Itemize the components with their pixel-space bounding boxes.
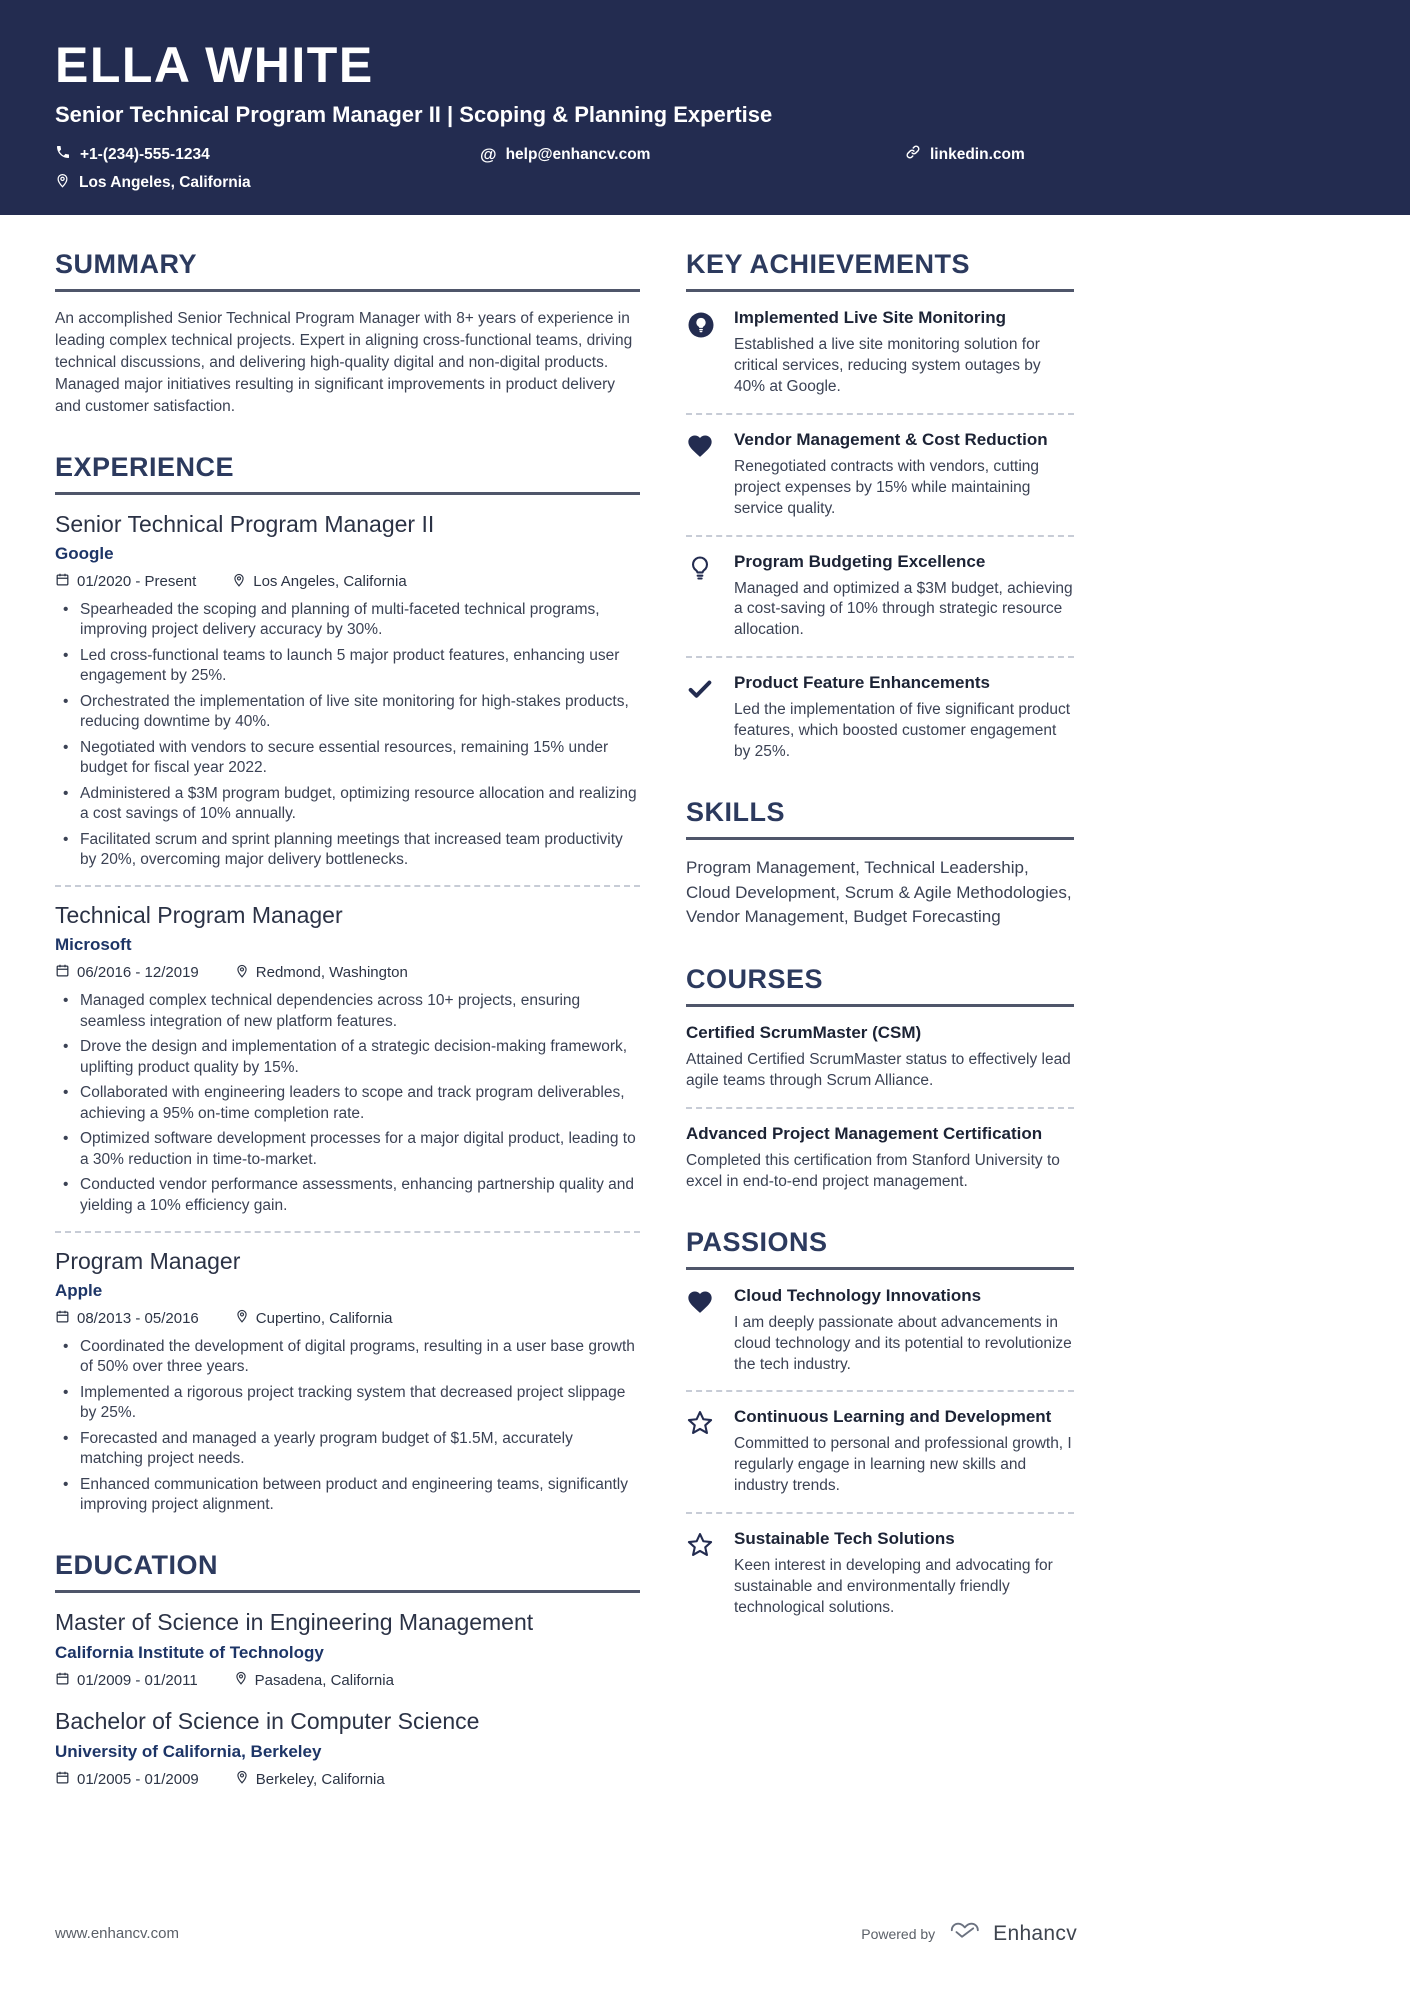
pin-icon: [232, 573, 246, 591]
calendar-icon: [55, 963, 70, 982]
courses-section: [686, 964, 1074, 1193]
calendar-icon: [55, 1309, 70, 1328]
passion-item: [686, 1529, 1074, 1619]
calendar-icon: [55, 1671, 70, 1690]
passion-text: Committed to personal and professional growth, I regularly engage in learning new skills and industry trends.: [734, 1435, 1072, 1495]
divider: [55, 1231, 640, 1233]
course-item: [686, 1124, 1074, 1193]
bullet: • Administered a $3M program budget, optimizing resource allocation and realizing a cost savings of 10% annually.: [61, 784, 640, 825]
job-entry: [55, 1248, 640, 1516]
passion-title: Continuous Learning and Development: [734, 1407, 1052, 1427]
degree-dates: [55, 1770, 199, 1789]
pin-icon: [235, 964, 249, 982]
degree-dates-text: 01/2009 - 01/2011: [77, 1671, 198, 1689]
pin-icon: [235, 1309, 249, 1327]
achievement-text: Managed and optimized a $3M budget, achieving a cost-saving of 10% through strategic resource allocation.: [734, 579, 1073, 639]
job-location: [235, 964, 408, 982]
bullet: • Enhanced communication between product and engineering teams, significantly improving project alignment.: [61, 1475, 640, 1516]
job-bullets: [55, 600, 640, 870]
email-address[interactable]: help@enhancv.com: [505, 145, 651, 163]
degree-title: Bachelor of Science in Computer Science: [55, 1707, 480, 1734]
pin-icon: [234, 1671, 248, 1689]
passions-section: [686, 1227, 1074, 1619]
achievement-title: Product Feature Enhancements: [734, 673, 991, 693]
lightbulb-icon: [686, 552, 720, 642]
phone-contact: [55, 144, 480, 165]
candidate-headline: Senior Technical Program Manager II | Scoping & Planning Expertise: [55, 102, 773, 127]
school-name: California Institute of Technology: [55, 1642, 324, 1662]
skills-section: [686, 797, 1074, 930]
divider: [686, 535, 1074, 537]
passion-title: Cloud Technology Innovations: [734, 1285, 982, 1305]
achievement-item: [686, 430, 1074, 520]
school-name: University of California, Berkeley: [55, 1741, 322, 1761]
passion-body: [734, 1407, 1074, 1497]
education-heading: EDUCATION: [55, 1550, 640, 1593]
degree-dates: [55, 1671, 198, 1690]
email-contact: [480, 144, 905, 165]
job-entry: [55, 511, 640, 870]
passion-title: Sustainable Tech Solutions: [734, 1529, 955, 1549]
degree-meta: [55, 1770, 640, 1789]
skills-heading: SKILLS: [686, 797, 1074, 840]
job-dates: [55, 572, 196, 591]
achievement-body: [734, 673, 1074, 763]
summary-section: [55, 249, 640, 418]
skills-text: Program Management, Technical Leadership, Cloud Development, Scrum & Agile Methodologies, Vendor Management, Budget Forecasting: [686, 858, 1072, 927]
passion-item: [686, 1286, 1074, 1376]
achievement-text: Renegotiated contracts with vendors, cutting project expenses by 15% while maintaining service quality.: [734, 457, 1040, 517]
location-pin-icon: [55, 173, 70, 193]
job-location-text: Redmond, Washington: [255, 964, 408, 982]
powered-by-label: Powered by: [861, 1925, 936, 1942]
job-dates-text: 01/2020 - Present: [77, 573, 197, 590]
bullet: • Led cross-functional teams to launch 5 major product features, enhancing user engagement by 25%.: [61, 646, 640, 687]
experience-section: [55, 452, 640, 1516]
link-contact: [905, 144, 1355, 165]
course-text: Completed this certification from Stanford University to excel in end-to-end project management.: [686, 1151, 1060, 1190]
passion-text: Keen interest in developing and advocating for sustainable and environmentally friendly technological solutions.: [734, 1557, 1053, 1617]
calendar-icon: [55, 1770, 70, 1789]
experience-heading: EXPERIENCE: [55, 452, 640, 495]
job-entry: [55, 902, 640, 1216]
job-title: Senior Technical Program Manager II: [55, 511, 435, 537]
bullet: • Conducted vendor performance assessments, enhancing partnership quality and yielding a 10% efficiency gain.: [61, 1175, 640, 1216]
phone-number[interactable]: +1-(234)-555-1234: [80, 145, 210, 163]
achievement-text: Led the implementation of five significant product features, which boosted customer engagement by 25%.: [734, 701, 1071, 761]
degree-location: [234, 1671, 394, 1689]
mastermind-icon: [686, 308, 720, 398]
passions-heading: PASSIONS: [686, 1227, 1074, 1270]
bullet: • Managed complex technical dependencies across 10+ projects, ensuring seamless integration of new platform features.: [61, 991, 640, 1032]
star-icon: [686, 1529, 720, 1619]
degree-dates-text: 01/2005 - 01/2009: [77, 1770, 199, 1788]
footer-website-link[interactable]: www.enhancv.com: [55, 1925, 179, 1942]
phone-icon: [55, 144, 71, 165]
job-location: [235, 1309, 393, 1327]
achievement-title: Program Budgeting Excellence: [734, 551, 986, 571]
degree-location-text: Pasadena, California: [254, 1671, 394, 1689]
achievement-item: [686, 673, 1074, 763]
calendar-icon: [55, 572, 70, 591]
divider: [686, 1512, 1074, 1514]
course-item: [686, 1023, 1074, 1092]
summary-heading: SUMMARY: [55, 249, 640, 292]
degree-title: Master of Science in Engineering Management: [55, 1608, 534, 1635]
divider: [686, 656, 1074, 658]
checkmark-icon: [686, 673, 720, 763]
bullet: • Negotiated with vendors to secure essential resources, remaining 15% under budget for fiscal year 2022.: [61, 738, 640, 779]
bullet: • Facilitated scrum and sprint planning meetings that increased team productivity by 20%, overcoming major delivery bottlenecks.: [61, 830, 640, 871]
course-text: Attained Certified ScrumMaster status to effectively lead agile teams through Scrum Alliance.: [686, 1050, 1071, 1089]
job-dates-text: 06/2016 - 12/2019: [77, 964, 199, 982]
job-location-text: Cupertino, California: [255, 1309, 393, 1327]
job-dates: [55, 963, 199, 982]
job-dates: [55, 1309, 199, 1328]
bullet: • Optimized software development processes for a major digital product, leading to a 30% reduction in time-to-market.: [61, 1129, 640, 1170]
achievements-heading: KEY ACHIEVEMENTS: [686, 249, 1074, 292]
achievement-item: [686, 552, 1074, 642]
bullet: • Orchestrated the implementation of live site monitoring for high-stakes products, reducing downtime by 40%.: [61, 692, 640, 733]
achievement-text: Established a live site monitoring solution for critical services, reducing system outages by 40% at Google.: [734, 336, 1041, 395]
degree-location: [235, 1770, 385, 1788]
achievements-section: [686, 249, 1074, 763]
achievement-body: [734, 308, 1074, 398]
footer-brand[interactable]: [861, 1920, 1077, 1947]
degree-entry: [55, 1609, 640, 1690]
degree-entry: [55, 1708, 640, 1789]
enhancv-logo-icon: [949, 1920, 983, 1947]
candidate-name: ELLA WHITE: [55, 37, 374, 93]
job-bullets: [55, 991, 640, 1216]
passion-item: [686, 1407, 1074, 1497]
courses-heading: COURSES: [686, 964, 1074, 1007]
divider: [55, 885, 640, 887]
location-contact: [55, 173, 480, 193]
left-column: [55, 249, 640, 1823]
right-column: [686, 249, 1074, 1823]
pin-icon: [235, 1770, 249, 1788]
resume-header: [0, 0, 1410, 215]
linkedin-link[interactable]: linkedin.com: [930, 145, 1025, 163]
bullet: • Drove the design and implementation of a strategic decision-making framework, uplifting product quality by 15%.: [61, 1037, 640, 1078]
degree-meta: [55, 1671, 640, 1690]
location-text: Los Angeles, California: [79, 174, 251, 191]
education-section: [55, 1550, 640, 1789]
achievement-title: Implemented Live Site Monitoring: [734, 308, 1007, 327]
passion-body: [734, 1286, 1074, 1376]
company-name: Google: [55, 544, 114, 563]
bullet: • Coordinated the development of digital programs, resulting in a user base growth of 50% over three years.: [61, 1337, 640, 1378]
bullet: • Implemented a rigorous project tracking system that decreased project slippage by 25%.: [61, 1383, 640, 1424]
divider: [686, 1107, 1074, 1109]
divider: [686, 413, 1074, 415]
passion-body: [734, 1529, 1074, 1619]
achievement-title: Vendor Management & Cost Reduction: [734, 429, 1048, 449]
enhancv-wordmark: Enhancv: [993, 1921, 1077, 1945]
course-title: Advanced Project Management Certification: [686, 1123, 1043, 1143]
job-dates-text: 08/2013 - 05/2016: [77, 1309, 199, 1327]
star-icon: [686, 1407, 720, 1497]
job-location: [232, 573, 406, 591]
job-location-text: Los Angeles, California: [253, 573, 407, 590]
summary-text: An accomplished Senior Technical Program Manager with 8+ years of experience in leading complex technical projects. Expert in aligning cross-functional teams, driving technical discussions, and delivering high-quality digital and non-digital products. Managed major initiatives resulting in significant improvements in product delivery and customer satisfaction.: [55, 310, 633, 415]
degree-location-text: Berkeley, California: [255, 1770, 385, 1788]
achievement-item: [686, 308, 1074, 398]
resume-body: [0, 215, 1410, 1823]
heart-icon: [686, 1286, 720, 1376]
divider: [686, 1390, 1074, 1392]
at-icon: @: [480, 144, 497, 164]
page-footer: [55, 1920, 1077, 1947]
job-title: Program Manager: [55, 1247, 241, 1274]
link-icon: [905, 144, 921, 165]
job-meta: [55, 1309, 640, 1328]
job-title: Technical Program Manager: [55, 902, 343, 929]
course-title: Certified ScrumMaster (CSM): [686, 1022, 922, 1042]
bullet: • Forecasted and managed a yearly program budget of $1.5M, accurately matching project needs.: [61, 1429, 640, 1470]
company-name: Apple: [55, 1280, 103, 1300]
company-name: Microsoft: [55, 935, 132, 955]
passion-text: I am deeply passionate about advancements in cloud technology and its potential to revolutionize the tech industry.: [734, 1313, 1072, 1373]
heart-icon: [686, 430, 720, 520]
job-bullets: [55, 1337, 640, 1516]
achievement-body: [734, 552, 1074, 642]
job-meta: [55, 963, 640, 982]
contact-row: [55, 144, 1355, 193]
achievement-body: [734, 430, 1074, 520]
bullet: • Collaborated with engineering leaders to scope and track program deliverables, achieving a 95% on-time completion rate.: [61, 1083, 640, 1124]
bullet: • Spearheaded the scoping and planning of multi-faceted technical programs, improving project delivery accuracy by 30%.: [61, 600, 640, 641]
job-meta: [55, 572, 640, 591]
